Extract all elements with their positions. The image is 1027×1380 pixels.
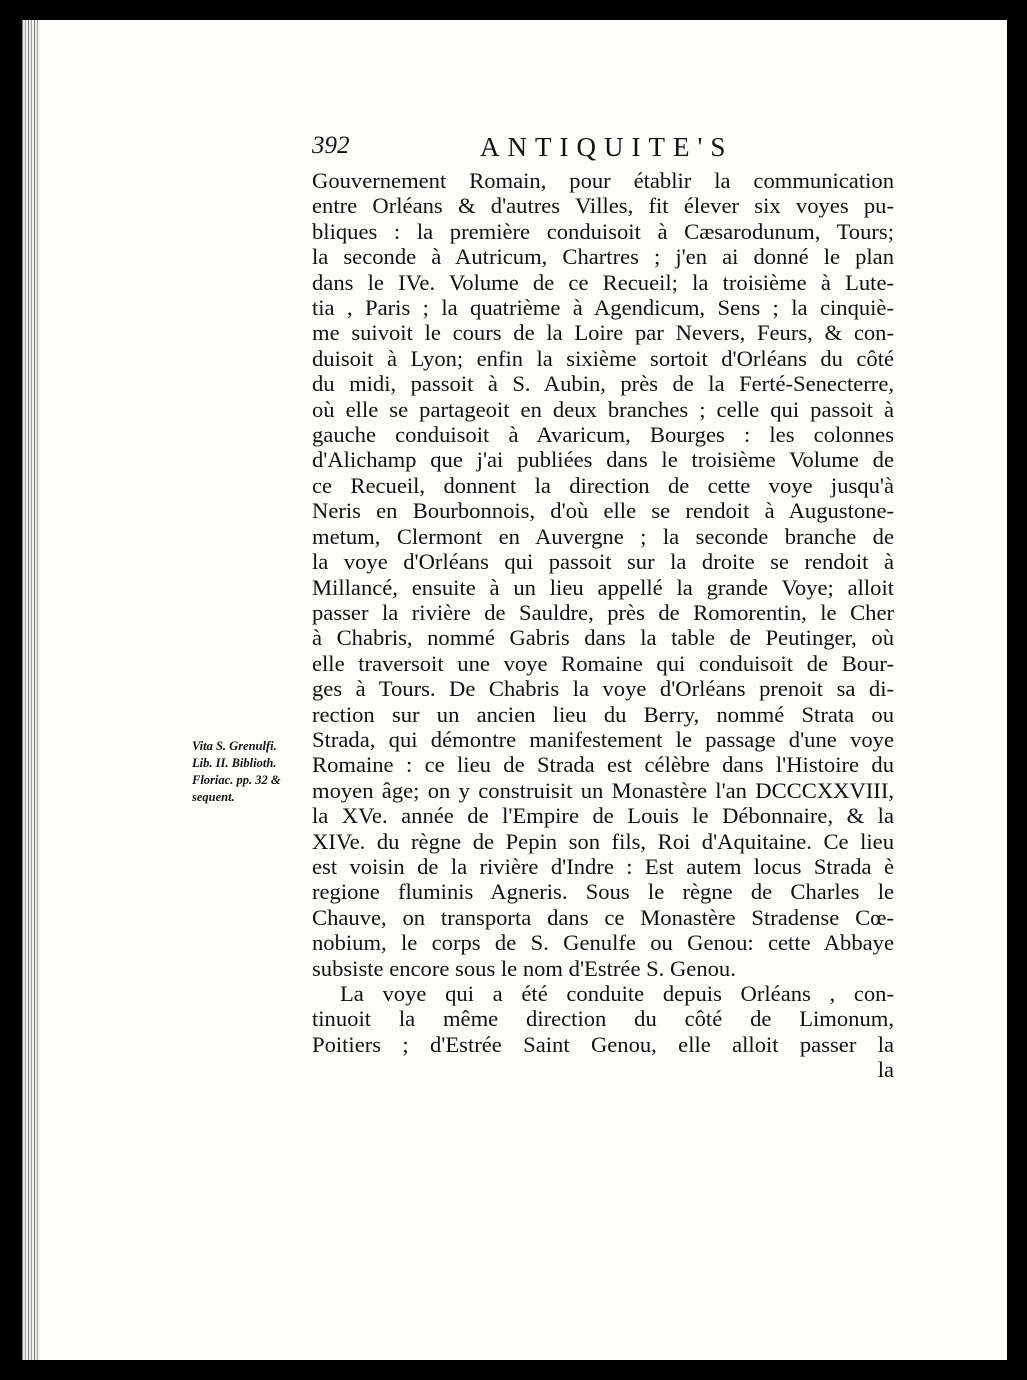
text-line: moyen âge; on y construisit un Monastère l'an DCCCXXVIII,: [312, 777, 894, 803]
text-line: bliques : la première conduisoit à Cæsarodunum, Tours;: [312, 218, 894, 244]
book-page: [22, 20, 1007, 1360]
body-text: [312, 168, 894, 1083]
text-line: ges à Tours. De Chabris la voye d'Orléans prenoit sa di-: [312, 676, 894, 702]
text-line: tinuoit la même direction du côté de Limonum,: [312, 1006, 894, 1032]
text-line: Romaine : ce lieu de Strada est célèbre dans l'Histoire du: [312, 752, 894, 778]
text-line: Gouvernement Romain, pour établir la communication: [312, 168, 894, 193]
text-line: rection sur un ancien lieu du Berry, nommé Strata ou: [312, 701, 894, 727]
text-line: Strada, qui démontre manifestement le passage d'une voye: [312, 726, 894, 752]
text-line: subsiste encore sous le nom d'Estrée S. Genou.: [312, 955, 736, 981]
text-line: me suivoit le cours de la Loire par Nevers, Feurs, & con-: [312, 320, 894, 346]
text-line: est voisin de la rivière d'Indre : Est autem locus Strada è: [312, 853, 894, 879]
page-number: 392: [312, 132, 350, 159]
text-line: entre Orléans & d'autres Villes, fit élever six voyes pu-: [312, 193, 894, 219]
text-line: d'Alichamp que j'ai publiées dans le troisième Volume de: [312, 447, 894, 473]
text-line: nobium, le corps de S. Genulfe ou Genou: cette Abbaye: [312, 930, 894, 956]
text-line: metum, Clermont en Auvergne ; la seconde branche de: [312, 523, 894, 549]
text-line: la seconde à Autricum, Chartres ; j'en ai donné le plan: [312, 244, 894, 270]
text-line: à Chabris, nommé Gabris dans la table de Peutinger, où: [312, 625, 894, 651]
text-line: ce Recueil, donnent la direction de cette voye jusqu'à: [312, 472, 894, 498]
text-line: passer la rivière de Sauldre, près de Romorentin, le Cher: [312, 599, 894, 625]
catchword: la: [877, 1057, 894, 1083]
page-header: [312, 132, 892, 172]
margin-note-line: Floriac. pp. 32 &: [192, 773, 281, 787]
text-line: Poitiers ; d'Estrée Saint Genou, elle alloit passer la: [312, 1031, 894, 1057]
margin-note-line: Vita S. Grenulfi.: [192, 739, 277, 753]
margin-note-line: sequent.: [192, 790, 235, 804]
text-line: Chauve, on transporta dans ce Monastère Stradense Cœ-: [312, 904, 894, 930]
running-title: ANTIQUITE'S: [480, 132, 734, 162]
binding-edge: [22, 20, 40, 1360]
text-line: du midi, passoit à S. Aubin, près de la Ferté-Senecterre,: [312, 371, 894, 397]
margin-note-line: Lib. II. Biblioth.: [192, 756, 277, 770]
text-line: Millancé, ensuite à un lieu appellé la grande Voye; alloit: [312, 574, 894, 600]
text-line: elle traversoit une voye Romaine qui conduisoit de Bour-: [312, 650, 894, 676]
text-line: regione fluminis Agneris. Sous le règne de Charles le: [312, 879, 894, 905]
margin-note: [192, 738, 310, 806]
text-line: gauche conduisoit à Avaricum, Bourges : les colonnes: [312, 422, 894, 448]
text-line: tia , Paris ; la quatrième à Agendicum, Sens ; la cinquiè-: [312, 295, 894, 321]
text-line: la XVe. année de l'Empire de Louis le Débonnaire, & la: [312, 803, 894, 829]
text-line: Neris en Bourbonnois, d'où elle se rendoit à Augustone-: [312, 498, 894, 524]
text-line: où elle se partageoit en deux branches ; celle qui passoit à: [312, 396, 894, 422]
text-line: XIVe. du règne de Pepin son fils, Roi d'Aquitaine. Ce lieu: [312, 828, 894, 854]
text-line: duisoit à Lyon; enfin la sixième sortoit d'Orléans du côté: [312, 345, 894, 371]
text-line: dans le IVe. Volume de ce Recueil; la troisième à Lute-: [312, 269, 894, 295]
text-line: La voye qui a été conduite depuis Orléans , con-: [340, 981, 894, 1006]
text-line: la voye d'Orléans qui passoit sur la droite se rendoit à: [312, 549, 894, 575]
